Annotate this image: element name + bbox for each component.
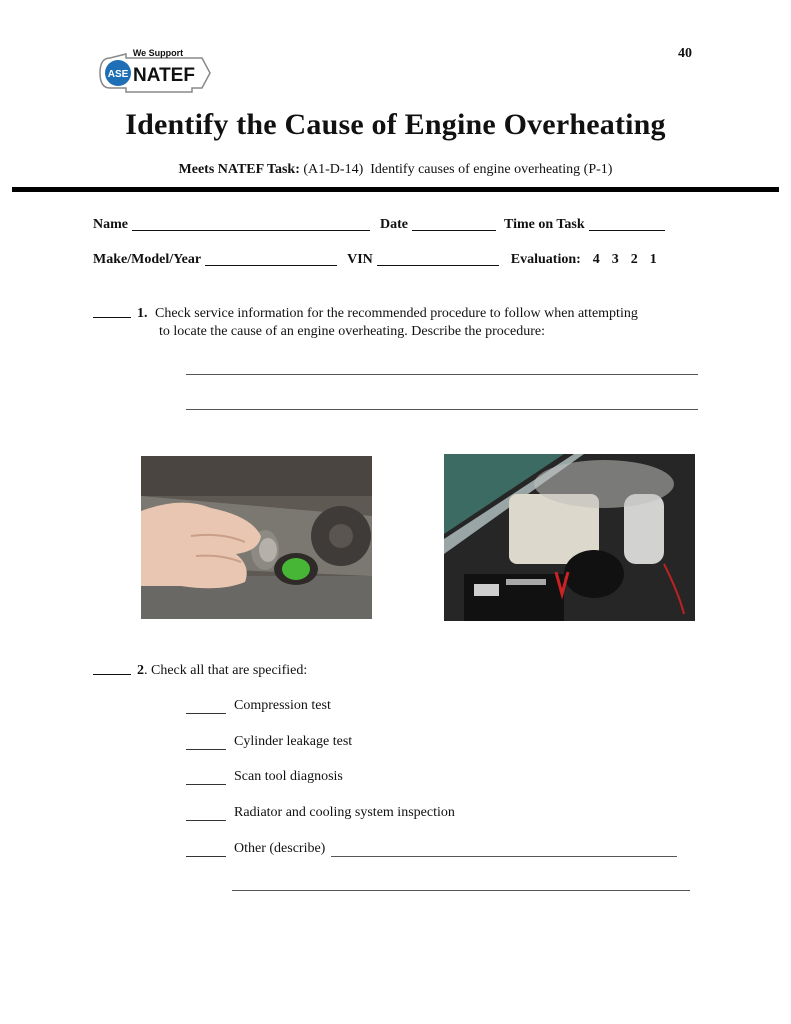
answer-line-2[interactable] <box>186 409 698 410</box>
question-1-number: 1. <box>137 306 148 321</box>
evaluation-score-4[interactable]: 4 <box>592 252 600 267</box>
question-2-score-blank[interactable] <box>93 662 131 675</box>
svg-text:NATEF: NATEF <box>133 65 195 86</box>
scan-tool-checkbox[interactable] <box>186 772 226 785</box>
option-cylinder-leakage-test <box>186 734 352 750</box>
date-label: Date <box>380 217 408 232</box>
time-on-task-field[interactable] <box>589 216 665 231</box>
date-field[interactable] <box>412 216 496 231</box>
other-describe-line-2[interactable] <box>232 890 690 891</box>
question-1 <box>93 305 713 341</box>
option-label: Radiator and cooling system inspection <box>234 805 455 820</box>
question-2 <box>93 662 307 680</box>
engine-steam-photo <box>444 454 695 621</box>
option-label: Other (describe) <box>234 841 326 856</box>
info-row-2 <box>93 251 657 268</box>
task-line <box>0 162 791 178</box>
header-divider <box>12 187 779 192</box>
page-title: Identify the Cause of Engine Overheating <box>125 108 666 141</box>
svg-text:ASE: ASE <box>107 69 129 80</box>
option-other <box>186 841 677 857</box>
answer-line-1[interactable] <box>186 374 698 375</box>
option-scan-tool-diagnosis <box>186 769 343 785</box>
radiator-inspection-checkbox[interactable] <box>186 808 226 821</box>
task-code: (A1-D-14) <box>303 162 364 177</box>
task-label: Meets NATEF Task: <box>178 162 300 177</box>
cylinder-leakage-checkbox[interactable] <box>186 737 226 750</box>
question-1-text-line1: Check service information for the recommended procedure to follow when attempting <box>155 306 638 321</box>
vin-label: VIN <box>347 252 373 267</box>
natef-logo <box>96 44 214 102</box>
info-row-1 <box>93 216 671 233</box>
vehicle-label: Make/Model/Year <box>93 252 202 267</box>
option-compression-test <box>186 698 331 714</box>
vehicle-field[interactable] <box>205 251 337 266</box>
other-describe-field[interactable] <box>331 844 677 857</box>
time-on-task-label: Time on Task <box>504 217 585 232</box>
evaluation-score-2[interactable]: 2 <box>630 252 638 267</box>
option-label: Scan tool diagnosis <box>234 769 343 784</box>
radiator-cap-photo <box>141 456 372 619</box>
question-1-text-line2: to locate the cause of an engine overheating. Describe the procedure: <box>159 324 545 339</box>
svg-text:We Support: We Support <box>132 48 184 58</box>
option-label: Cylinder leakage test <box>234 734 353 749</box>
evaluation-score-3[interactable]: 3 <box>611 252 619 267</box>
question-2-text: . Check all that are specified: <box>144 663 308 678</box>
task-description: Identify causes of engine overheating (P-1) <box>370 162 613 177</box>
name-field[interactable] <box>132 216 370 231</box>
option-label: Compression test <box>234 698 331 713</box>
radiator-cap-image <box>141 456 372 619</box>
natef-key-icon <box>96 44 214 102</box>
compression-test-checkbox[interactable] <box>186 701 226 714</box>
other-checkbox[interactable] <box>186 844 226 857</box>
page-number: 40 <box>678 46 692 61</box>
question-2-number: 2 <box>137 663 144 678</box>
evaluation-score-1[interactable]: 1 <box>649 252 657 267</box>
question-1-score-blank[interactable] <box>93 305 131 318</box>
engine-steam-image <box>444 454 695 621</box>
option-radiator-inspection <box>186 805 455 821</box>
name-label: Name <box>93 217 128 232</box>
vin-field[interactable] <box>377 251 499 266</box>
evaluation-label: Evaluation: <box>510 252 581 267</box>
